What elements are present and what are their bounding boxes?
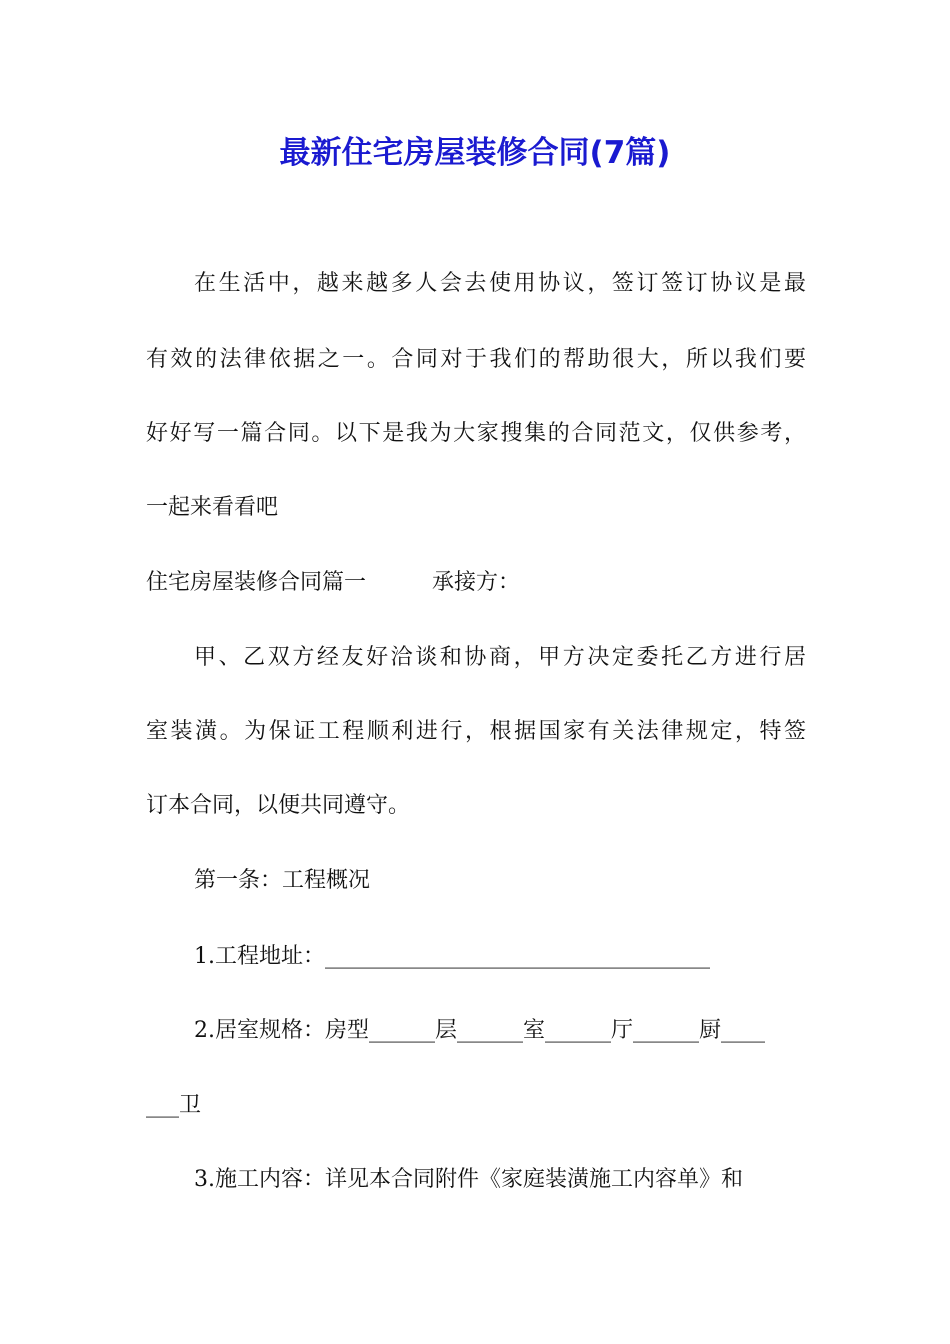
item-2-line-2: ___卫 [146, 1093, 202, 1118]
intro-line-4: 一起来看看吧 [146, 495, 279, 520]
para1-line-2: 室装潢。为保证工程顺利进行，根据国家有关法律规定，特签 [146, 719, 806, 744]
intro-line-2: 有效的法律依据之一。合同对于我们的帮助很大，所以我们要 [146, 347, 806, 372]
intro-line-1: 在生活中，越来越多人会去使用协议，签订签订协议是最 [194, 271, 806, 296]
item-2-line-1: 2.居室规格：房型______层______室______厅______厨____ [194, 1018, 765, 1043]
intro-line-3: 好好写一篇合同。以下是我为大家搜集的合同范文，仅供参考， [146, 421, 806, 446]
item-1: 1.工程地址：___________________________________ [194, 944, 710, 969]
para1-line-1: 甲、乙双方经友好洽谈和协商，甲方决定委托乙方进行居 [194, 645, 806, 670]
para1-line-3: 订本合同，以便共同遵守。 [146, 793, 411, 818]
item-3: 3.施工内容：详见本合同附件《家庭装潢施工内容单》和 [194, 1167, 743, 1192]
article1-heading: 第一条：工程概况 [194, 868, 371, 893]
section-heading: 住宅房屋装修合同篇一 承接方： [146, 570, 521, 595]
document-title: 最新住宅房屋装修合同(7篇) [279, 135, 671, 171]
